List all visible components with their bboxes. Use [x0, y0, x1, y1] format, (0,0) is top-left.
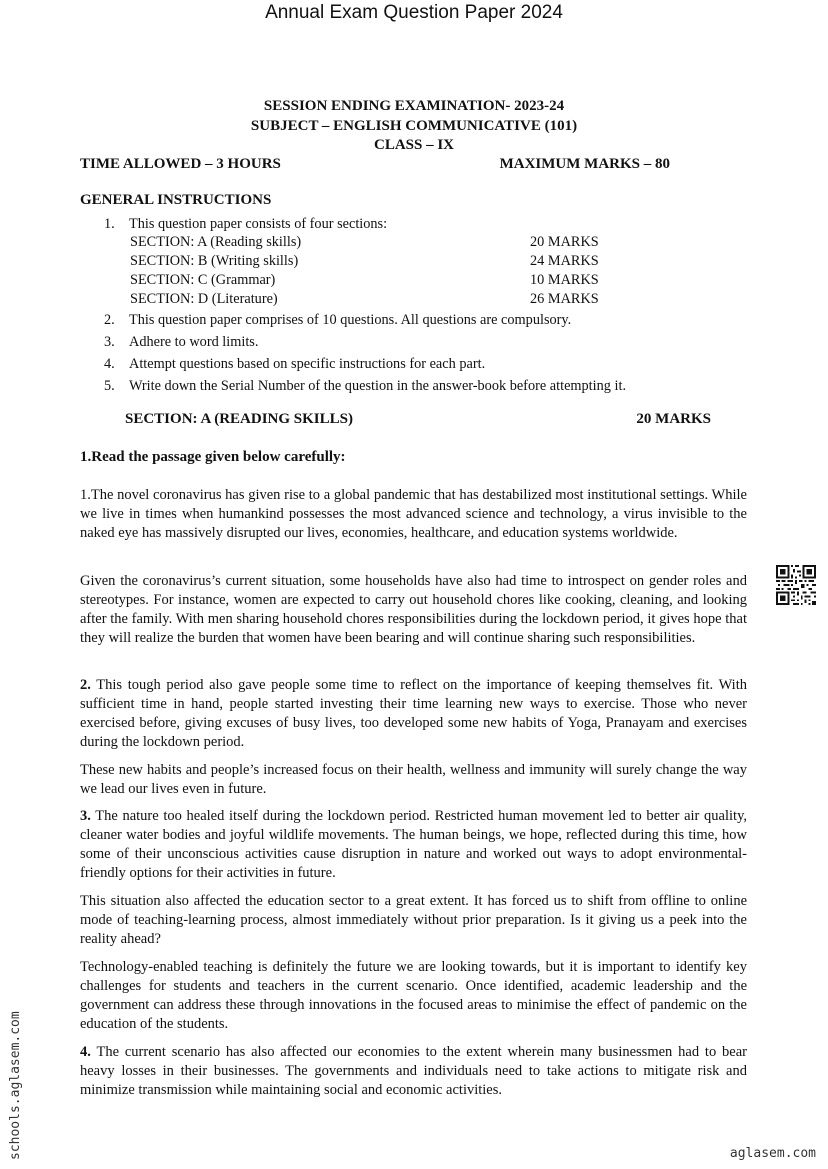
instruction-number: 4.	[104, 356, 115, 372]
time-allowed: TIME ALLOWED – 3 HOURS	[80, 156, 281, 172]
instruction-item	[104, 333, 258, 352]
footer-watermark: aglasem.com	[729, 1146, 816, 1161]
section-marks: 24 MARKS	[530, 253, 599, 269]
subject-title: SUBJECT – ENGLISH COMMUNICATIVE (101)	[250, 118, 578, 134]
passage-paragraph: 2. This tough period also gave people some time to reflect on the importance of keeping themselves fit. With sufficient time in hand, people started investing their time learning new ways to exercise. Those who never exercised before, giving excuses of busy lives, too developed some new habits of Yoga, Pranayam and exercises during the lockdown period.	[80, 677, 747, 750]
section-name: SECTION: B (Writing skills)	[130, 253, 299, 269]
instruction-number: 2.	[104, 312, 115, 328]
instruction-item	[104, 215, 387, 234]
instruction-item	[104, 377, 626, 396]
qr-code-icon[interactable]	[776, 565, 816, 605]
passage-paragraph: These new habits and people’s increased focus on their health, wellness and immunity will surely change the way we lead our lives even in future.	[80, 762, 747, 797]
passage-paragraph: 1.The novel coronavirus has given rise to a global pandemic that has destabilized most institutional settings. While we live in times when humankind possesses the most advanced science and technology, a virus invisible to the naked eye has massively disrupted our lives, economies, healthcare, and education systems worldwide.	[80, 487, 747, 541]
question-1-prompt: 1.Read the passage given below carefully:	[80, 449, 346, 465]
instruction-text: This question paper comprises of 10 questions. All questions are compulsory.	[129, 312, 572, 328]
instruction-text: Write down the Serial Number of the question in the answer-book before attempting it.	[129, 378, 627, 394]
passage-paragraph: Given the coronavirus’s current situation, some households have also had time to introspect on gender roles and stereotypes. For instance, women are expected to carry out household chores like cooking, cleaning, and looking after the family. With men sharing household chores responsibilities during the lockdown period, it gives hope that they will realize the burden that women have been bearing and will continue sharing such responsibilities.	[80, 573, 747, 646]
instruction-text: Attempt questions based on specific instructions for each part.	[129, 356, 486, 372]
section-a-title: SECTION: A (READING SKILLS)	[125, 411, 353, 427]
section-a-marks: 20 MARKS	[636, 411, 711, 427]
section-name: SECTION: A (Reading skills)	[130, 234, 302, 250]
instruction-item	[104, 355, 485, 374]
instruction-number: 5.	[104, 378, 115, 394]
section-marks: 26 MARKS	[530, 291, 599, 307]
passage-paragraph: Technology-enabled teaching is definitely the future we are looking towards, but it is important to identify key challenges for students and teachers in the current scenario. Once identified, academic leadership and the government can address these through innovations in the focused areas to minimise the effect of pandemic on the education of the students.	[80, 959, 747, 1032]
section-a-heading	[125, 411, 711, 428]
instruction-number: 3.	[104, 334, 115, 350]
general-instructions-title: GENERAL INSTRUCTIONS	[80, 192, 272, 208]
instruction-item	[104, 311, 571, 330]
class-title: CLASS – IX	[373, 137, 455, 153]
section-marks: 10 MARKS	[530, 272, 599, 288]
instruction-text: This question paper consists of four sections:	[129, 216, 388, 232]
maximum-marks: MAXIMUM MARKS – 80	[499, 156, 670, 172]
passage-paragraph: This situation also affected the education sector to a great extent. It has forced us to shift from offline to online mode of teaching-learning process, almost immediately without prior preparation. Is it giving us a peek into the reality ahead?	[80, 893, 747, 947]
exam-title: SESSION ENDING EXAMINATION- 2023-24	[263, 98, 565, 114]
section-marks: 20 MARKS	[530, 234, 599, 250]
section-name: SECTION: D (Literature)	[130, 291, 278, 307]
passage-paragraph: 3. The nature too healed itself during the lockdown period. Restricted human movement led to better air quality, cleaner water bodies and joyful wildlife movements. The human beings, we hope, reflected during this time, how some of their unconscious activities cause disruption in nature and worked out ways to adopt environmental-friendly options for their activities in future.	[80, 808, 747, 881]
section-name: SECTION: C (Grammar)	[130, 272, 276, 288]
time-marks-row	[80, 156, 670, 173]
passage-paragraph: 4. The current scenario has also affected our economies to the extent wherein many businessmen had to bear heavy losses in their businesses. The governments and individuals need to take actions to mitigate risk and minimize transmission while maintaining social and economic activities.	[80, 1044, 747, 1098]
instruction-number: 1.	[104, 216, 115, 232]
banner-title: Annual Exam Question Paper 2024	[265, 2, 563, 23]
side-watermark: schools.aglasem.com	[8, 1011, 23, 1160]
instruction-text: Adhere to word limits.	[129, 334, 259, 350]
